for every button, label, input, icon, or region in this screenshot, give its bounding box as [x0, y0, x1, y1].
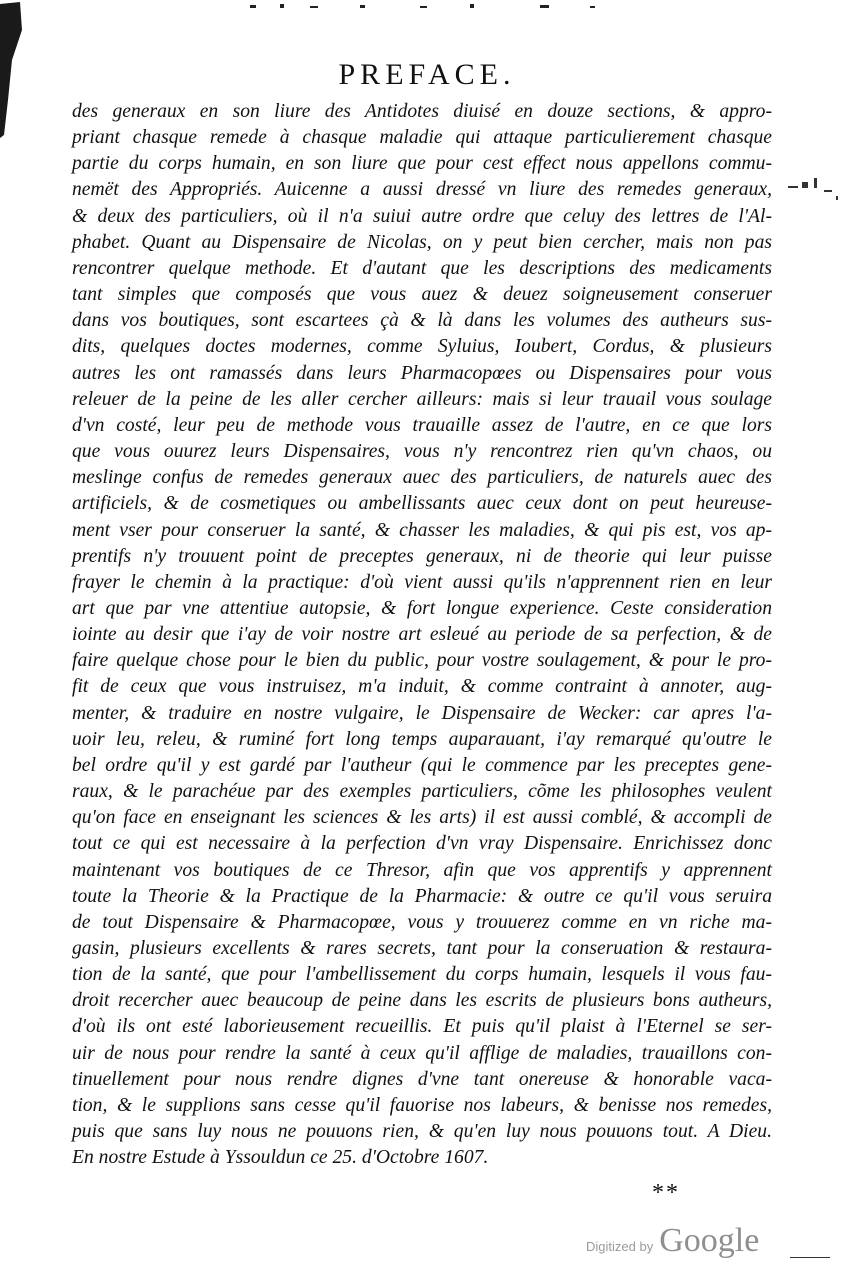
ink-specks-top [240, 0, 620, 14]
text-line: priant chasque remede à chasque maladie qui attaque particulierement chasque [72, 127, 772, 149]
text-line: des generaux en son liure des Antidotes diuisé en douze sections, & appro- [72, 101, 772, 122]
text-line: artificiels, & de cosmetiques ou ambellissants auec ceux dont on peut heureuse- [72, 493, 772, 515]
preface-body-text [72, 99, 772, 1171]
text-line: tout ce qui est necessaire à la perfection d'vn vray Dispensaire. Enrichissez donc [72, 833, 772, 855]
text-line: raux, & le parachéue par des exemples particuliers, cõme les philosophes veulent [72, 781, 772, 803]
google-logo: Google [659, 1222, 760, 1259]
text-line: fit de ceux que vous instruisez, m'a induit, & comme contraint à annoter, aug- [72, 676, 772, 698]
text-line: ment vser pour conseruer la santé, & chasser les maladies, & qui pis est, vos ap- [72, 519, 772, 541]
text-line: tion, & le supplions sans cesse qu'il fauorise nos labeurs, & benisse nos remedes, [72, 1094, 772, 1116]
digitized-watermark [586, 1222, 759, 1260]
text-line: dans vos boutiques, sont escartees çà & là dans les volumes des autheurs sus- [72, 310, 772, 332]
text-line: uoir leu, releu, & ruminé fort long temps auparauant, i'ay remarqué qu'outre le [72, 728, 772, 750]
text-line: menter, & traduire en nostre vulgaire, le Dispensaire de Wecker: car apres l'a- [72, 702, 772, 724]
text-line: uir de nous pour rendre la santé à ceux qu'il afflige de maladies, trauaillons con- [72, 1042, 772, 1064]
text-line: de tout Dispensaire & Pharmacopœe, vous y trouuerez comme en vn riche ma- [72, 911, 772, 933]
text-line: prentifs n'y trouuent point de preceptes generaux, ni de theorie qui leur puisse [72, 545, 772, 567]
text-line: bel ordre qu'il y est gardé par l'autheur (qui le commence par les preceptes gene- [72, 754, 772, 776]
watermark-prefix: Digitized by [586, 1239, 654, 1254]
text-line: d'vn costé, leur peu de methode vous trauaille assez de l'autre, en ce que lors [72, 414, 772, 436]
text-line: dits, quelques doctes modernes, comme Syluius, Ioubert, Cordus, & plusieurs [72, 336, 772, 358]
text-line: & deux des particuliers, où il n'a suiui autre ordre que celuy des lettres de l'Al- [72, 205, 772, 227]
text-line: frayer le chemin à la practique: d'où vient aussi qu'ils n'apprennent rien en leur [72, 571, 772, 593]
text-line: que vous ouurez leurs Dispensaires, vous n'y rencontrez rien qu'vn chaos, ou [72, 441, 772, 463]
text-line: partie du corps humain, en son liure que pour cest effect nous appellons commu- [72, 153, 772, 175]
text-line: gasin, plusieurs excellents & rares secrets, tant pour la conseruation & restaura- [72, 938, 772, 959]
text-line: tinuellement pour nous rendre dignes d'vne tant onereuse & honorable vaca- [72, 1068, 772, 1090]
text-line: tion de la santé, que pour l'ambellissement du corps humain, lesquels il vous fau- [72, 964, 772, 986]
text-line: rencontrer quelque methode. Et d'autant que les descriptions des medicaments [72, 257, 772, 279]
running-head: PREFACE. [338, 58, 516, 91]
text-line: autres les ont ramassés dans leurs Pharmacopœes ou Dispensaires pour vous [72, 362, 772, 384]
text-line: art que par vne attentiue autopsie, & fort longue experience. Ceste consideration [72, 597, 772, 619]
text-line: qu'on face en enseignant les sciences & les arts) il est aussi comblé, & accompli de [72, 807, 772, 829]
text-line: droit recercher auec beaucoup de peine dans les escrits de plusieurs bons autheurs, [72, 990, 772, 1012]
text-line: meslinge confus de remedes generaux auec des particuliers, de naturels auec des [72, 467, 772, 489]
text-line: puis que sans luy nous ne pouuons rien, & qu'en luy nous pouuons tout. A Dieu. [72, 1121, 772, 1143]
text-line: nemët des Appropriés. Auicenne a aussi dressé vn liure des remedes generaux, [72, 179, 772, 201]
text-line: phabet. Quant au Dispensaire de Nicolas, on y peut bien cercher, mais non pas [72, 231, 772, 253]
text-line: releuer de la peine de les aller cercher ailleurs: mais si leur trauail vous soulage [72, 388, 772, 410]
text-line: toute la Theorie & la Practique de la Pharmacie: & outre ce qu'il vous seruira [72, 885, 772, 907]
text-line: iointe au desir que i'ay de voir nostre art esleué au periode de sa perfection, & de [72, 624, 772, 646]
corner-rule [790, 1257, 830, 1258]
text-line: tant simples que composés que vous auez & deuez soigneusement conseruer [72, 284, 772, 306]
text-line: maintenant vos boutiques de ce Thresor, afin que vos apprentifs y apprennent [72, 859, 772, 881]
ink-specks-margin [784, 172, 844, 202]
text-line: faire quelque chose pour le bien du public, pour vostre soulagement, & pour le pro- [72, 650, 772, 672]
dateline: En nostre Estude à Yssouldun ce 25. d'Octobre 1607. [72, 1147, 489, 1169]
text-line: d'où ils ont esté laborieusement recueillis. Et puis qu'il plaist à l'Eternel se ser- [72, 1016, 772, 1038]
catchword: ** [652, 1180, 680, 1206]
